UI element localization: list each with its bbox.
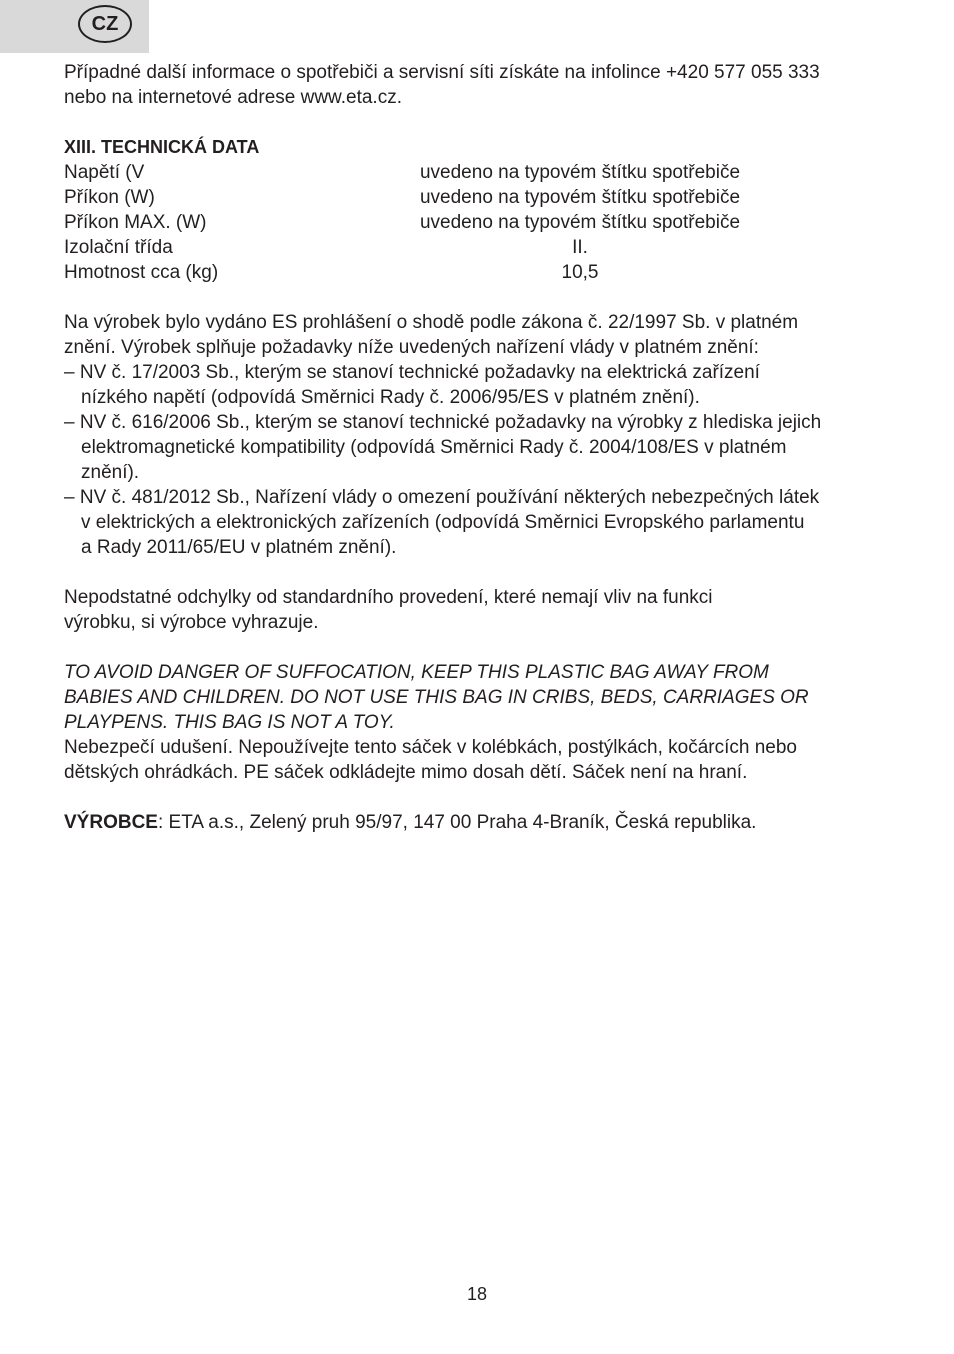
manufacturer-address: : ETA a.s., Zelený pruh 95/97, 147 00 Praha 4-Braník, Česká republika. xyxy=(157,812,757,833)
regulation-line: – NV č. 616/2006 Sb., kterým se stanoví technické požadavky na výrobky z hlediska jejich xyxy=(64,412,822,433)
spec-row-weight xyxy=(64,260,894,285)
conformity-line: Na výrobek bylo vydáno ES prohlášení o shodě podle zákona č. 22/1997 Sb. v platném xyxy=(64,312,799,333)
document-body xyxy=(64,60,894,835)
warning-en-line: TO AVOID DANGER OF SUFFOCATION, KEEP THIS PLASTIC BAG AWAY FROM xyxy=(64,662,769,683)
regulation-list-item xyxy=(64,360,894,410)
manufacturer-label: VÝROBCE xyxy=(64,812,158,833)
spec-value: uvedeno na typovém štítku spotřebiče xyxy=(419,162,741,183)
spec-row-power-max xyxy=(64,210,894,235)
deviations-line: výrobku, si výrobce vyhrazuje. xyxy=(64,612,319,633)
regulation-line: nízkého napětí (odpovídá Směrnici Rady č. 2006/95/ES v platném znění). xyxy=(81,387,700,408)
spec-label: Izolační třída xyxy=(64,237,173,258)
spec-value: uvedeno na typovém štítku spotřebiče xyxy=(419,212,741,233)
spec-label: Napětí (V xyxy=(64,162,145,183)
intro-line: nebo na internetové adrese www.eta.cz. xyxy=(64,87,402,108)
spec-value: II. xyxy=(572,237,588,258)
spec-value: 10,5 xyxy=(561,262,599,283)
regulation-line: znění). xyxy=(81,462,140,483)
warning-en-line: PLAYPENS. THIS BAG IS NOT A TOY. xyxy=(64,712,395,733)
spec-value: uvedeno na typovém štítku spotřebiče xyxy=(419,187,741,208)
regulation-line: elektromagnetické kompatibility (odpovídá Směrnici Rady č. 2004/108/ES v platném xyxy=(81,437,787,458)
spec-label: Hmotnost cca (kg) xyxy=(64,262,219,283)
page-number: 18 xyxy=(466,1284,488,1304)
warning-cz-line: Nebezpečí udušení. Nepoužívejte tento sáček v kolébkách, postýlkách, kočárcích nebo xyxy=(64,737,797,758)
deviations-line: Nepodstatné odchylky od standardního provedení, které nemají vliv na funkci xyxy=(64,587,713,608)
regulation-list-item xyxy=(64,485,894,560)
intro-line: Případné další informace o spotřebiči a servisní síti získáte na infolince +420 577 055 333 xyxy=(64,62,820,83)
spec-label: Příkon MAX. (W) xyxy=(64,212,207,233)
spec-row-voltage xyxy=(64,160,894,185)
technical-data-heading: XIII. TECHNICKÁ DATA xyxy=(64,137,260,157)
conformity-line: znění. Výrobek splňuje požadavky níže uvedených nařízení vlády v platném znění: xyxy=(64,337,759,358)
spec-row-power xyxy=(64,185,894,210)
spec-label: Příkon (W) xyxy=(64,187,155,208)
language-tab xyxy=(0,0,149,53)
warning-en-line: BABIES AND CHILDREN. DO NOT USE THIS BAG IN CRIBS, BEDS, CARRIAGES OR xyxy=(64,687,809,708)
regulation-line: a Rady 2011/65/EU v platném znění). xyxy=(81,537,397,558)
warning-cz-line: dětských ohrádkách. PE sáček odkládejte mimo dosah dětí. Sáček není na hraní. xyxy=(64,762,748,783)
language-badge: CZ xyxy=(78,5,132,43)
spec-row-insulation-class xyxy=(64,235,894,260)
regulation-line: – NV č. 17/2003 Sb., kterým se stanoví technické požadavky na elektrická zařízení xyxy=(64,362,760,383)
regulation-line: – NV č. 481/2012 Sb., Nařízení vlády o omezení používání některých nebezpečných látek xyxy=(64,487,820,508)
regulation-line: v elektrických a elektronických zařízeních (odpovídá Směrnici Evropského parlamentu xyxy=(81,512,805,533)
regulation-list-item xyxy=(64,410,894,485)
manufacturer-line xyxy=(64,810,894,835)
